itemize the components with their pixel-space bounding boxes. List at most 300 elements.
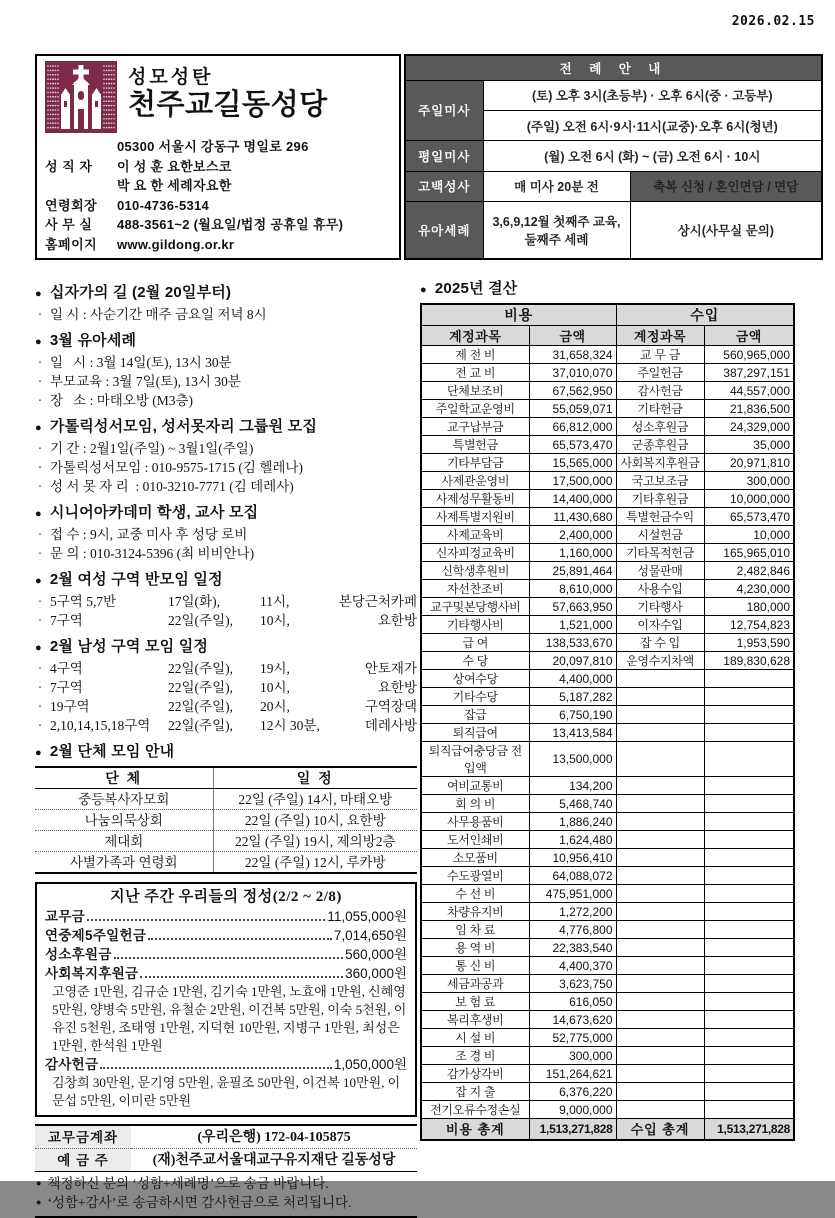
expense-amount-cell: 64,088,072 bbox=[529, 867, 616, 885]
expense-amount-cell: 31,658,324 bbox=[529, 346, 616, 364]
item-text: 성 서 못 자 리 : 010-3210-7771 (김 데레사) bbox=[50, 479, 294, 494]
expense-account-cell: 수 선 비 bbox=[421, 885, 529, 903]
expense-account-cell: 소모품비 bbox=[421, 849, 529, 867]
income-amount-cell: 24,329,000 bbox=[704, 418, 794, 436]
settlement-row bbox=[421, 1029, 794, 1047]
expense-amount-cell: 22,383,540 bbox=[529, 939, 616, 957]
income-amount-cell bbox=[704, 903, 794, 921]
offering-title: 지난 주간 우리들의 정성(2/2 ~ 2/8) bbox=[110, 889, 342, 905]
item-text: 기 간 : 2월1일(주일) ~ 3월1일(주일) bbox=[50, 441, 254, 456]
group-schedule-cell: 22일 (주일) 19시, 제의방2층 bbox=[213, 831, 417, 852]
item-bullet-icon: · bbox=[37, 393, 43, 408]
income-account-cell: 기타후원금 bbox=[616, 490, 704, 508]
income-amount-cell bbox=[704, 831, 794, 849]
settlement-row bbox=[421, 670, 794, 688]
income-amount-cell bbox=[704, 742, 794, 777]
section-heading bbox=[35, 637, 417, 658]
income-amount-cell bbox=[704, 1065, 794, 1083]
expense-amount-cell: 1,521,000 bbox=[529, 616, 616, 634]
item-text: 접 수 : 9시, 교중 미사 후 성당 로비 bbox=[50, 527, 248, 542]
table-header-row bbox=[35, 767, 417, 789]
income-amount-cell: 12,754,823 bbox=[704, 616, 794, 634]
expense-amount-cell: 8,610,000 bbox=[529, 580, 616, 598]
schedule-row bbox=[50, 592, 417, 611]
offering-label: 연중제5주일헌금 bbox=[45, 928, 147, 943]
income-account-cell: 기타행사 bbox=[616, 598, 704, 616]
expense-amount-cell: 1,272,200 bbox=[529, 903, 616, 921]
settlement-row bbox=[421, 975, 794, 993]
item-bullet-icon: · bbox=[37, 527, 43, 542]
offering-amount: 560,000원 bbox=[345, 947, 407, 962]
contact-value: 이 성 훈 요한보스코 bbox=[117, 158, 232, 174]
income-amount-cell: 189,830,628 bbox=[704, 652, 794, 670]
expense-account-cell: 수도광열비 bbox=[421, 867, 529, 885]
income-account-cell bbox=[616, 777, 704, 795]
section-bullet-icon: ● bbox=[35, 508, 42, 520]
contact-value: 010-4736-5314 bbox=[117, 197, 210, 213]
section-bullet-icon: ● bbox=[35, 642, 42, 654]
expense-amount-cell: 4,776,800 bbox=[529, 921, 616, 939]
item-bullet-icon: · bbox=[37, 374, 43, 389]
expense-amount-cell: 1,886,240 bbox=[529, 813, 616, 831]
schedule-cell: 12시 30분, bbox=[260, 718, 320, 733]
schedule-row bbox=[50, 659, 417, 678]
expense-account-cell: 사제성무활동비 bbox=[421, 490, 529, 508]
announcement-sections bbox=[35, 283, 417, 735]
expense-amount-cell: 52,775,000 bbox=[529, 1029, 616, 1047]
church-name: 천주교길동성당 bbox=[128, 89, 328, 121]
expense-account-cell: 기타행사비 bbox=[421, 616, 529, 634]
income-amount-cell: 4,230,000 bbox=[704, 580, 794, 598]
expense-account-header: 계정과목 bbox=[421, 326, 529, 346]
expense-account-cell: 단체보조비 bbox=[421, 382, 529, 400]
schedule-cell: 7구역 bbox=[50, 613, 83, 628]
contact-value: 488-3561~2 (월요일/법정 공휴일 휴무) bbox=[117, 217, 344, 232]
income-account-cell: 군종후원금 bbox=[616, 436, 704, 454]
income-amount-cell: 560,965,000 bbox=[704, 346, 794, 364]
schedule-cell: 요한방 bbox=[377, 613, 417, 628]
church-titles bbox=[128, 61, 328, 122]
schedule-cell: 17일(화), bbox=[168, 594, 220, 609]
announcement-item bbox=[35, 391, 417, 410]
account-note bbox=[36, 1193, 416, 1212]
expense-account-cell: 신자피정교육비 bbox=[421, 544, 529, 562]
confession-label: 고백성사 bbox=[405, 171, 483, 201]
expense-amount-cell: 57,663,950 bbox=[529, 598, 616, 616]
item-bullet-icon: · bbox=[37, 546, 43, 561]
expense-amount-cell: 151,264,621 bbox=[529, 1065, 616, 1083]
expense-amount-cell: 55,059,071 bbox=[529, 400, 616, 418]
table-row bbox=[35, 789, 417, 810]
settlement-row bbox=[421, 957, 794, 975]
income-account-cell bbox=[616, 1083, 704, 1101]
church-info-box bbox=[35, 54, 401, 260]
income-amount-cell: 35,000 bbox=[704, 436, 794, 454]
contact-label: 사 무 실 bbox=[45, 217, 93, 232]
church-contact-row bbox=[45, 176, 391, 196]
settlement-heading bbox=[420, 279, 793, 300]
income-amount-cell bbox=[704, 1083, 794, 1101]
dotted-leader bbox=[148, 938, 332, 940]
item-text: 가톨릭성서모임 : 010-9575-1715 (김 헬레나) bbox=[50, 460, 303, 475]
settlement-row bbox=[421, 1047, 794, 1065]
income-amount-cell: 10,000,000 bbox=[704, 490, 794, 508]
schedule-cell: 2,10,14,15,18구역 bbox=[50, 718, 151, 733]
expense-account-cell: 보 험 료 bbox=[421, 993, 529, 1011]
expense-total-label: 비용 총계 bbox=[421, 1119, 529, 1140]
settlement-title: 2025년 결산 bbox=[434, 280, 518, 297]
settlement-row bbox=[421, 436, 794, 454]
contact-label: 홈페이지 bbox=[45, 236, 98, 252]
settlement-row bbox=[421, 418, 794, 436]
group-name-cell: 사별가족과 연령회 bbox=[69, 854, 178, 870]
expense-account-cell: 특별헌금 bbox=[421, 436, 529, 454]
section-heading bbox=[35, 570, 417, 591]
settlement-row bbox=[421, 382, 794, 400]
liturgy-title: 전 례 안 내 bbox=[405, 55, 822, 80]
groups-section-title: 2월 단체 모임 안내 bbox=[49, 743, 175, 760]
income-amount-cell bbox=[704, 957, 794, 975]
expense-amount-cell: 13,413,584 bbox=[529, 724, 616, 742]
expense-amount-cell: 6,376,220 bbox=[529, 1083, 616, 1101]
schedule-row bbox=[50, 697, 417, 716]
expense-amount-cell: 25,891,464 bbox=[529, 562, 616, 580]
expense-account-cell: 차량유지비 bbox=[421, 903, 529, 921]
schedule-cell: 22일(주일), bbox=[168, 718, 233, 733]
section-bullet-icon: ● bbox=[35, 575, 42, 587]
table-row bbox=[35, 810, 417, 831]
expense-account-cell: 잡급 bbox=[421, 706, 529, 724]
account-row-value: (재)천주교서울대교구유지재단 길동성당 bbox=[131, 1149, 417, 1172]
dotted-leader bbox=[140, 976, 343, 978]
announcement-item bbox=[35, 372, 417, 391]
note-bullet-icon: ● bbox=[36, 1197, 42, 1207]
right-column bbox=[420, 276, 793, 1141]
confession-value: 매 미사 20분 전 bbox=[483, 171, 630, 201]
expense-amount-cell: 1,160,000 bbox=[529, 544, 616, 562]
settlement-row bbox=[421, 634, 794, 652]
schedule-row bbox=[50, 611, 417, 630]
announcement-item bbox=[35, 439, 417, 458]
income-account-cell: 이자수입 bbox=[616, 616, 704, 634]
group-schedule-cell: 22일 (주일) 14시, 마태오방 bbox=[213, 789, 417, 810]
schedule-cell: 데레사방 bbox=[364, 718, 417, 733]
expense-amount-cell: 11,430,680 bbox=[529, 508, 616, 526]
expense-account-cell: 세금과공과 bbox=[421, 975, 529, 993]
schedule-cell: 7구역 bbox=[50, 680, 83, 695]
schedule-cell: 4구역 bbox=[50, 661, 83, 676]
settlement-row bbox=[421, 364, 794, 382]
item-bullet-icon: · bbox=[37, 441, 43, 456]
announcement-item bbox=[35, 592, 417, 611]
section-heading bbox=[35, 283, 417, 304]
section-bullet-icon: ● bbox=[35, 422, 42, 434]
expense-amount-cell: 13,500,000 bbox=[529, 742, 616, 777]
infant-baptism-label: 유아세례 bbox=[405, 202, 483, 259]
offering-line bbox=[45, 926, 407, 945]
settlement-row bbox=[421, 526, 794, 544]
expense-amount-cell: 4,400,000 bbox=[529, 670, 616, 688]
contact-label bbox=[45, 176, 117, 196]
income-account-cell: 잡 수 입 bbox=[616, 634, 704, 652]
income-amount-cell bbox=[704, 975, 794, 993]
settlement-row bbox=[421, 562, 794, 580]
income-amount-cell bbox=[704, 885, 794, 903]
note-text: 책정하신 분의 ‘성함+세례명’으로 송금 바랍니다. bbox=[47, 1176, 329, 1191]
expense-amount-cell: 300,000 bbox=[529, 1047, 616, 1065]
settlement-row bbox=[421, 508, 794, 526]
income-account-cell bbox=[616, 813, 704, 831]
income-account-cell bbox=[616, 1047, 704, 1065]
expense-account-cell: 제 전 비 bbox=[421, 346, 529, 364]
settlement-row bbox=[421, 652, 794, 670]
expense-account-cell: 회 의 비 bbox=[421, 795, 529, 813]
expense-account-cell: 자선찬조비 bbox=[421, 580, 529, 598]
schedule-cell: 22일(주일), bbox=[168, 661, 233, 676]
expense-account-cell: 잡 지 출 bbox=[421, 1083, 529, 1101]
income-amount-cell: 387,297,151 bbox=[704, 364, 794, 382]
dotted-leader bbox=[114, 957, 343, 959]
announcement-item bbox=[35, 659, 417, 678]
expense-amount-cell: 6,750,190 bbox=[529, 706, 616, 724]
schedule-row bbox=[50, 716, 417, 735]
offering-amount: 1,050,000원 bbox=[333, 1057, 407, 1072]
dotted-leader bbox=[100, 1067, 332, 1069]
expense-account-cell: 사제특별지원비 bbox=[421, 508, 529, 526]
settlement-row bbox=[421, 813, 794, 831]
expense-amount-cell: 15,565,000 bbox=[529, 454, 616, 472]
group-schedule-cell: 22일 (주일) 10시, 요한방 bbox=[213, 810, 417, 831]
contact-label: 성 직 자 bbox=[45, 158, 93, 174]
item-bullet-icon: · bbox=[37, 661, 43, 676]
announcement-item bbox=[35, 353, 417, 372]
income-account-cell: 사용수입 bbox=[616, 580, 704, 598]
contact-value: 박 요 한 세례자요한 bbox=[117, 178, 232, 193]
section-title: 시니어아카데미 학생, 교사 모집 bbox=[49, 504, 259, 521]
income-amount-cell: 165,965,010 bbox=[704, 544, 794, 562]
settlement-row bbox=[421, 400, 794, 418]
income-account-cell bbox=[616, 795, 704, 813]
groups-section-heading bbox=[35, 742, 417, 763]
infant-baptism-value: 3,6,9,12월 첫째주 교육, 둘째주 세례 bbox=[483, 202, 630, 259]
schedule-cell: 구역장댁 bbox=[364, 699, 417, 714]
income-header: 수입 bbox=[616, 304, 794, 326]
income-amount-cell: 180,000 bbox=[704, 598, 794, 616]
expense-account-cell: 기타수당 bbox=[421, 688, 529, 706]
income-amount-cell: 20,971,810 bbox=[704, 454, 794, 472]
account-note bbox=[36, 1174, 416, 1193]
expense-amount-cell: 1,624,480 bbox=[529, 831, 616, 849]
section-bullet-icon: ● bbox=[35, 747, 42, 759]
income-amount-cell bbox=[704, 1011, 794, 1029]
settlement-row bbox=[421, 598, 794, 616]
income-account-cell bbox=[616, 742, 704, 777]
group-name-cell: 나눔의묵상회 bbox=[35, 810, 213, 831]
expense-total-value: 1,513,271,828 bbox=[529, 1119, 616, 1140]
income-total-label: 수입 총계 bbox=[616, 1119, 704, 1140]
contact-label: 연령회장 bbox=[45, 197, 98, 213]
settlement-row bbox=[421, 544, 794, 562]
settlement-row bbox=[421, 849, 794, 867]
income-account-cell: 기타목적헌금 bbox=[616, 544, 704, 562]
item-bullet-icon: · bbox=[37, 718, 43, 733]
income-account-cell bbox=[616, 903, 704, 921]
settlement-row bbox=[421, 742, 794, 777]
item-text: 문 의 : 010-3124-5396 (최 비비안나) bbox=[50, 546, 255, 561]
group-name-cell: 중등복사자모회 bbox=[35, 789, 213, 810]
expense-account-cell: 기타부담금 bbox=[421, 454, 529, 472]
settlement-row bbox=[421, 1065, 794, 1083]
income-account-cell: 성소후원금 bbox=[616, 418, 704, 436]
income-amount-cell: 65,573,470 bbox=[704, 508, 794, 526]
income-account-cell bbox=[616, 993, 704, 1011]
expense-account-cell: 사제관운영비 bbox=[421, 472, 529, 490]
income-account-cell bbox=[616, 849, 704, 867]
expense-account-cell: 교구및본당행사비 bbox=[421, 598, 529, 616]
left-column bbox=[35, 276, 417, 1218]
expense-account-cell: 퇴직급여 bbox=[421, 724, 529, 742]
expense-amount-cell: 138,533,670 bbox=[529, 634, 616, 652]
item-bullet-icon: · bbox=[37, 594, 43, 609]
weekday-mass-label: 평일미사 bbox=[405, 141, 483, 171]
income-amount-cell bbox=[704, 670, 794, 688]
income-amount-cell bbox=[704, 993, 794, 1011]
account-notes bbox=[35, 1172, 417, 1218]
income-account-cell bbox=[616, 1011, 704, 1029]
expense-amount-cell: 4,400,370 bbox=[529, 957, 616, 975]
expense-amount-cell: 14,400,000 bbox=[529, 490, 616, 508]
expense-account-cell: 사무용품비 bbox=[421, 813, 529, 831]
expense-account-cell: 신학생후원비 bbox=[421, 562, 529, 580]
table-row bbox=[35, 1125, 417, 1149]
settlement-row bbox=[421, 777, 794, 795]
expense-amount-cell: 3,623,750 bbox=[529, 975, 616, 993]
item-bullet-icon: · bbox=[37, 699, 43, 714]
settlement-row bbox=[421, 903, 794, 921]
income-account-cell bbox=[616, 1065, 704, 1083]
settlement-row bbox=[421, 472, 794, 490]
item-bullet-icon: · bbox=[37, 307, 43, 322]
settlement-row bbox=[421, 490, 794, 508]
income-account-cell bbox=[616, 1101, 704, 1119]
infant-baptism-extra: 상시(사무실 문의) bbox=[630, 202, 822, 259]
income-account-cell: 주일헌금 bbox=[616, 364, 704, 382]
offering-line bbox=[45, 907, 407, 926]
income-account-cell bbox=[616, 688, 704, 706]
offering-line bbox=[45, 945, 407, 964]
announcement-item bbox=[35, 477, 417, 496]
expense-header: 비용 bbox=[421, 304, 616, 326]
income-account-cell bbox=[616, 921, 704, 939]
offering-amount: 360,000원 bbox=[345, 966, 407, 981]
announcement-item bbox=[35, 544, 417, 563]
schedule-cell: 19구역 bbox=[50, 699, 90, 714]
church-subtitle: 성모성탄 bbox=[128, 67, 214, 88]
note-text: ‘성함+감사’로 송금하시면 감사헌금으로 처리됩니다. bbox=[47, 1195, 352, 1210]
expense-amount-cell: 616,050 bbox=[529, 993, 616, 1011]
income-amount-cell bbox=[704, 921, 794, 939]
item-text: 일 시 : 사순기간 매주 금요일 저녁 8시 bbox=[50, 307, 267, 322]
settlement-row bbox=[421, 580, 794, 598]
settlement-row bbox=[421, 1011, 794, 1029]
section-title: 2월 남성 구역 모임 일정 bbox=[49, 638, 209, 655]
church-logo-icon bbox=[45, 61, 117, 133]
income-amount-cell bbox=[704, 939, 794, 957]
church-contact-row bbox=[45, 137, 391, 157]
offering-label: 사회복지후원금 bbox=[45, 966, 139, 981]
schedule-cell: 안토재가 bbox=[364, 661, 417, 676]
offering-amount: 11,055,000원 bbox=[327, 909, 407, 924]
income-account-cell: 운영수지차액 bbox=[616, 652, 704, 670]
income-amount-cell bbox=[704, 724, 794, 742]
expense-amount-cell: 9,000,000 bbox=[529, 1101, 616, 1119]
expense-account-cell: 전기오류수정손실 bbox=[421, 1101, 529, 1119]
income-amount-cell: 1,953,590 bbox=[704, 634, 794, 652]
expense-account-cell: 감가상각비 bbox=[421, 1065, 529, 1083]
settlement-row bbox=[421, 706, 794, 724]
expense-account-cell: 시 설 비 bbox=[421, 1029, 529, 1047]
schedule-cell: 22일(주일), bbox=[168, 699, 233, 714]
income-account-cell bbox=[616, 885, 704, 903]
income-account-cell: 교 무 금 bbox=[616, 346, 704, 364]
expense-amount-cell: 37,010,070 bbox=[529, 364, 616, 382]
income-amount-cell: 10,000 bbox=[704, 526, 794, 544]
item-bullet-icon: · bbox=[37, 460, 43, 475]
expense-amount-cell: 134,200 bbox=[529, 777, 616, 795]
expense-account-cell: 퇴직급여충당금 전입액 bbox=[421, 742, 529, 777]
announcement-item bbox=[35, 678, 417, 697]
item-text: 장 소 : 마태오방 (M3층) bbox=[50, 393, 194, 408]
expense-amount-header: 금액 bbox=[529, 326, 616, 346]
expense-account-cell: 도서인쇄비 bbox=[421, 831, 529, 849]
section-title: 2월 여성 구역 반모임 일정 bbox=[49, 571, 223, 588]
income-account-cell: 성물판매 bbox=[616, 562, 704, 580]
settlement-row bbox=[421, 795, 794, 813]
income-account-cell: 기타헌금 bbox=[616, 400, 704, 418]
donor-names: 김창희 30만원, 문기영 5만원, 윤필조 50만원, 이건복 10만원, 이문섭 5만원, 이미란 5만원 bbox=[52, 1075, 401, 1108]
sunday-mass-saturday: (토) 오후 3시(초등부) · 오후 6시(중 · 고등부) bbox=[483, 80, 822, 110]
income-account-cell bbox=[616, 957, 704, 975]
expense-amount-cell: 67,562,950 bbox=[529, 382, 616, 400]
expense-amount-cell: 14,673,620 bbox=[529, 1011, 616, 1029]
settlement-row bbox=[421, 867, 794, 885]
settlement-row bbox=[421, 688, 794, 706]
expense-account-cell: 주일학교운영비 bbox=[421, 400, 529, 418]
item-bullet-icon: · bbox=[37, 680, 43, 695]
section-title: 가톨릭성서모임, 성서못자리 그룹원 모집 bbox=[49, 418, 318, 435]
group-column-header: 단 체 bbox=[35, 767, 213, 789]
income-amount-header: 금액 bbox=[704, 326, 794, 346]
expense-amount-cell: 10,956,410 bbox=[529, 849, 616, 867]
settlement-row bbox=[421, 831, 794, 849]
income-account-cell: 감사헌금 bbox=[616, 382, 704, 400]
offering-box bbox=[35, 882, 417, 1117]
income-account-cell bbox=[616, 670, 704, 688]
expense-amount-cell: 5,468,740 bbox=[529, 795, 616, 813]
expense-account-cell: 여비교통비 bbox=[421, 777, 529, 795]
announcement-item bbox=[35, 305, 417, 324]
settlement-row bbox=[421, 939, 794, 957]
schedule-column-header: 일 정 bbox=[213, 767, 417, 789]
income-account-cell: 국고보조금 bbox=[616, 472, 704, 490]
settlement-row bbox=[421, 346, 794, 364]
expense-account-cell: 교구납부금 bbox=[421, 418, 529, 436]
income-account-header: 계정과목 bbox=[616, 326, 704, 346]
income-amount-cell bbox=[704, 688, 794, 706]
section-heading bbox=[35, 417, 417, 438]
income-total-value: 1,513,271,828 bbox=[704, 1119, 794, 1140]
schedule-cell: 10시, bbox=[260, 613, 290, 628]
